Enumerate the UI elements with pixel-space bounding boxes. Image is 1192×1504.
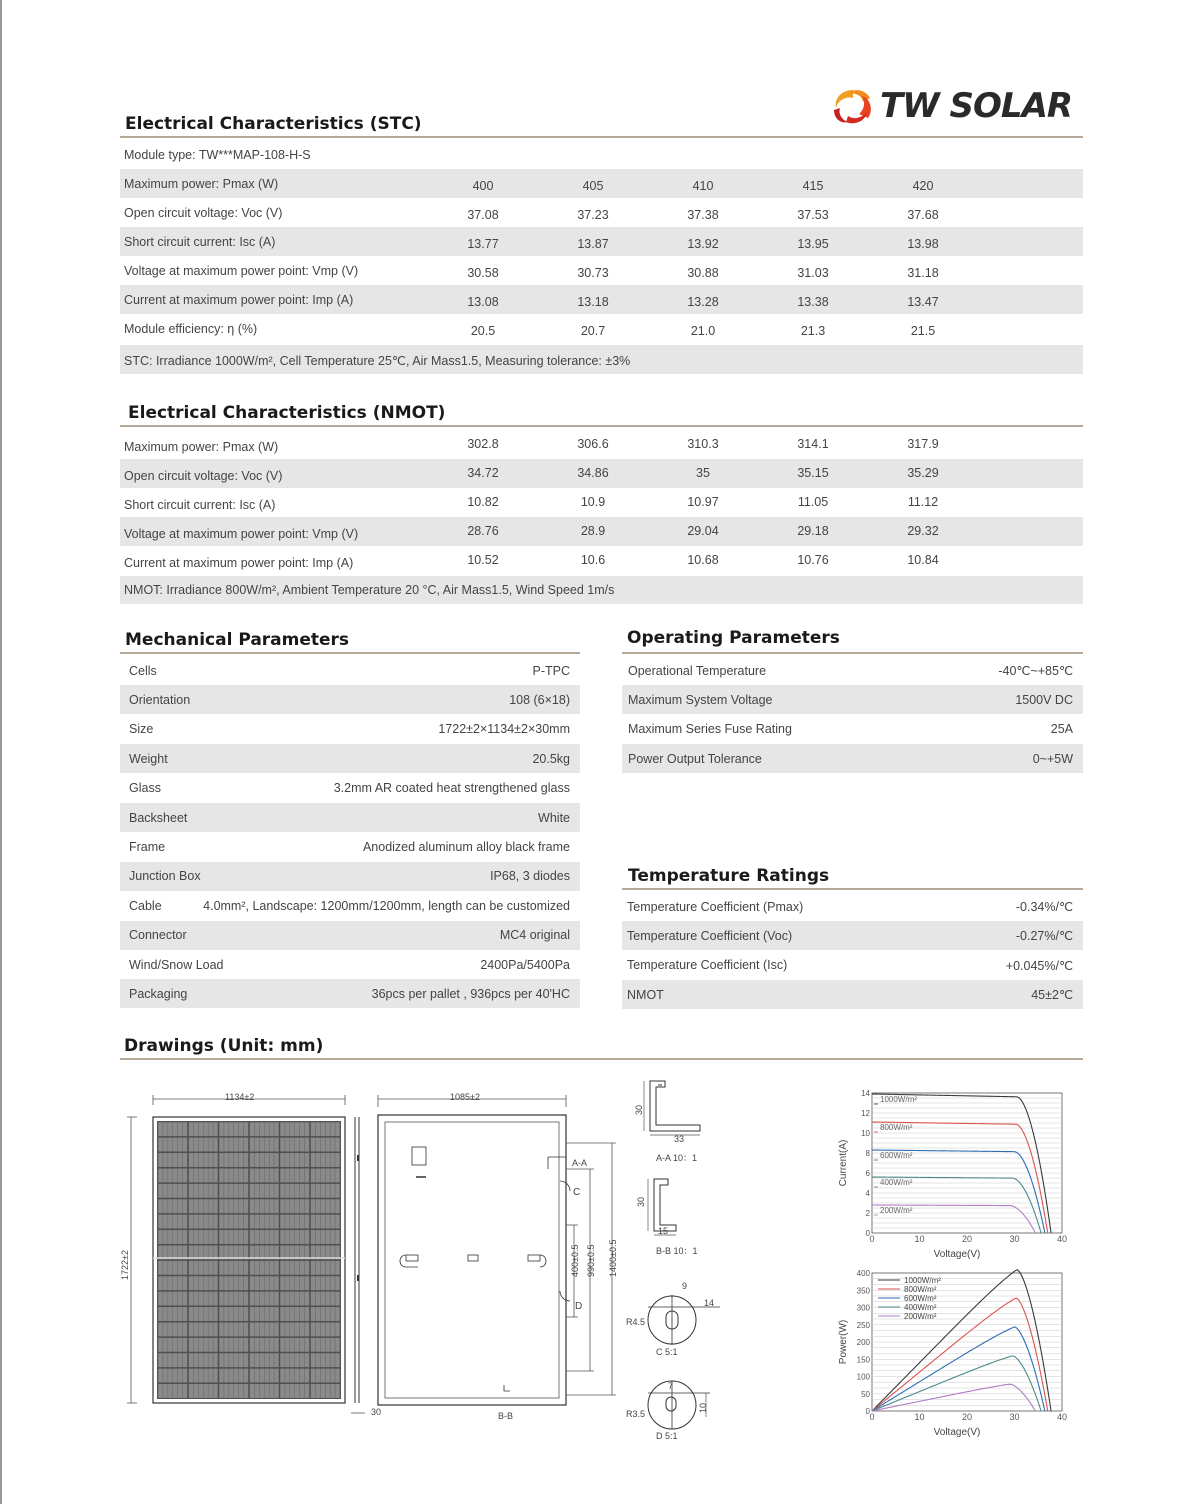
y-tick-label: 300 xyxy=(856,1303,870,1313)
mechanical-value: 4.0mm², Landscape: 1200mm/1200mm, length can be customized xyxy=(203,898,570,913)
back-width-label: 1085±2 xyxy=(450,1092,480,1102)
nmot-row xyxy=(120,459,1083,488)
brand-logo xyxy=(832,86,1072,126)
operating-label: Operational Temperature xyxy=(628,663,767,678)
nmot-cell: 10.52 xyxy=(467,553,499,567)
temperature-rule xyxy=(622,888,1083,890)
y-tick-label: 6 xyxy=(865,1169,870,1178)
nmot-row-label: Voltage at maximum power point: Vmp (V) xyxy=(124,527,359,541)
stc-row-label: Module efficiency: η (%) xyxy=(124,322,258,336)
stc-cell: 37.23 xyxy=(577,208,609,222)
mechanical-row xyxy=(120,950,580,979)
x-axis-label: Voltage(V) xyxy=(933,1249,981,1260)
temperature-label: Temperature Coefficient (Isc) xyxy=(627,958,788,973)
stc-cell: 13.18 xyxy=(577,295,609,309)
stc-cell: 400 xyxy=(472,179,494,193)
mechanical-row xyxy=(120,979,580,1008)
stc-cell: 21.5 xyxy=(910,324,936,338)
mechanical-title: Mechanical Parameters xyxy=(125,630,350,650)
mechanical-value: 108 (6×18) xyxy=(509,692,570,707)
mechanical-label: Connector xyxy=(129,928,187,943)
mechanical-row xyxy=(120,891,580,920)
operating-rule xyxy=(622,652,1083,654)
nmot-cell: 34.72 xyxy=(467,466,499,480)
nmot-row-label: Open circuit voltage: Voc (V) xyxy=(124,469,283,483)
x-tick-label: 20 xyxy=(961,1234,973,1244)
stc-cell: 405 xyxy=(582,179,604,193)
mechanical-label: Cells xyxy=(129,663,157,678)
front-thickness-label: 30 xyxy=(371,1407,382,1417)
nmot-cell: 11.12 xyxy=(907,495,939,509)
nmot-row xyxy=(120,488,1083,517)
mechanical-value: 36pcs per pallet , 936pcs per 40'HC xyxy=(371,986,570,1001)
mechanical-value: P-TPC xyxy=(532,663,570,678)
legend-entry: 800W/m² xyxy=(904,1285,937,1294)
mechanical-label: Size xyxy=(129,722,154,737)
c-dim-14: 14 xyxy=(704,1298,715,1308)
stc-row-label: Short circuit current: Isc (A) xyxy=(124,235,276,249)
nmot-title: Electrical Characteristics (NMOT) xyxy=(128,403,446,423)
nmot-cell: 10.82 xyxy=(467,495,499,509)
temperature-row xyxy=(622,921,1083,950)
x-axis-label: Voltage(V) xyxy=(933,1427,981,1438)
mechanical-row xyxy=(120,862,580,891)
mechanical-value: 3.2mm AR coated heat strengthened glass xyxy=(333,781,570,796)
section-aa-marker: A-A xyxy=(572,1158,588,1168)
temperature-label: NMOT xyxy=(627,987,664,1002)
bb-height: 30 xyxy=(636,1196,646,1207)
mechanical-value: 2400Pa/5400Pa xyxy=(480,957,570,972)
stc-row xyxy=(120,285,1083,314)
stc-cell: 13.92 xyxy=(687,237,719,251)
nmot-cell: 29.18 xyxy=(797,524,829,538)
stc-row xyxy=(120,198,1083,227)
aa-width: 33 xyxy=(674,1134,685,1144)
stc-note: STC: Irradiance 1000W/m², Cell Temperature 25℃, Air Mass1.5, Measuring tolerance: ±3% xyxy=(124,354,631,368)
x-tick-label: 0 xyxy=(869,1234,875,1244)
stc-cell: 13.77 xyxy=(467,237,499,251)
x-tick-label: 40 xyxy=(1056,1234,1068,1244)
y-tick-label: 8 xyxy=(865,1149,870,1158)
y-tick-label: 0 xyxy=(865,1229,870,1238)
mechanical-value: 1722±2×1134±2×30mm xyxy=(438,722,570,737)
back-view-drawing xyxy=(370,1085,620,1425)
mechanical-label: Junction Box xyxy=(129,869,201,884)
y-tick-label: 200 xyxy=(856,1338,870,1347)
x-tick-label: 10 xyxy=(914,1234,925,1244)
y-tick-label: 400 xyxy=(856,1269,870,1278)
nmot-cell: 314.1 xyxy=(797,437,829,451)
nmot-note-row xyxy=(120,576,1083,604)
d-dim-7: 7 xyxy=(668,1381,674,1391)
nmot-cell: 10.84 xyxy=(907,553,939,567)
bb-label: B-B 10：1 xyxy=(656,1246,698,1256)
front-height-label: 1722±2 xyxy=(120,1250,130,1280)
mechanical-label: Backsheet xyxy=(129,810,188,825)
nmot-cell: 306.6 xyxy=(577,437,609,451)
dim-1400: 1400±0.5 xyxy=(608,1239,618,1277)
x-tick-label: 20 xyxy=(961,1412,973,1422)
operating-label: Maximum Series Fuse Rating xyxy=(628,722,792,737)
legend-entry: 200W/m² xyxy=(904,1312,937,1321)
sun-swirl-icon xyxy=(832,88,874,124)
y-tick-label: 14 xyxy=(861,1089,870,1098)
aa-label: A-A 10：1 xyxy=(656,1153,698,1163)
stc-cell: 21.3 xyxy=(800,324,826,338)
x-tick-label: 0 xyxy=(869,1412,875,1422)
stc-title: Electrical Characteristics (STC) xyxy=(125,114,422,134)
stc-row xyxy=(120,227,1083,256)
nmot-cell: 28.9 xyxy=(580,524,606,538)
c-dim-9: 9 xyxy=(682,1281,688,1291)
nmot-note: NMOT: Irradiance 800W/m², Ambient Temperature 20 °C, Air Mass1.5, Wind Speed 1m/s xyxy=(124,583,615,597)
temperature-label: Temperature Coefficient (Voc) xyxy=(627,928,793,943)
series-label: 800W/m² xyxy=(880,1123,913,1132)
mechanical-label: Orientation xyxy=(129,692,191,707)
stc-note-row xyxy=(120,345,1083,374)
mechanical-row xyxy=(120,656,580,685)
nmot-cell: 28.76 xyxy=(467,524,499,538)
d-dim-10: 10 xyxy=(698,1402,708,1413)
temperature-label: Temperature Coefficient (Pmax) xyxy=(627,899,804,914)
series-label: 400W/m² xyxy=(880,1178,913,1187)
mechanical-value: Anodized aluminum alloy black frame xyxy=(362,839,570,854)
nmot-row xyxy=(120,430,1083,459)
c-radius: R4.5 xyxy=(626,1317,646,1327)
x-tick-label: 30 xyxy=(1009,1412,1020,1422)
drawings-title: Drawings (Unit: mm) xyxy=(124,1036,324,1056)
mechanical-label: Glass xyxy=(129,781,161,796)
operating-label: Maximum System Voltage xyxy=(628,692,773,707)
stc-cell: 20.7 xyxy=(580,324,606,338)
nmot-cell: 317.9 xyxy=(907,437,939,451)
stc-cell: 13.95 xyxy=(797,237,829,251)
legend-entry: 1000W/m² xyxy=(904,1276,941,1285)
mechanical-label: Cable xyxy=(129,898,162,913)
stc-cell: 13.98 xyxy=(907,237,939,251)
operating-row xyxy=(622,715,1083,744)
mechanical-value: IP68, 3 diodes xyxy=(490,869,570,884)
stc-cell: 13.28 xyxy=(687,295,719,309)
operating-value: 0~+5W xyxy=(1032,751,1073,766)
nmot-cell: 302.8 xyxy=(467,437,499,451)
mechanical-value: White xyxy=(538,810,570,825)
front-width-label: 1134±2 xyxy=(225,1092,255,1102)
nmot-cell: 34.86 xyxy=(577,466,609,480)
operating-label: Power Output Tolerance xyxy=(628,751,762,766)
nmot-cell: 11.05 xyxy=(797,495,829,509)
y-tick-label: 4 xyxy=(865,1189,870,1198)
nmot-cell: 29.32 xyxy=(907,524,939,538)
operating-row xyxy=(622,685,1083,714)
stc-cell: 30.88 xyxy=(687,266,719,280)
mechanical-value: MC4 original xyxy=(499,928,570,943)
nmot-cell: 35.29 xyxy=(907,466,939,480)
page-left-border xyxy=(0,0,2,1504)
section-bb-marker: B-B xyxy=(498,1411,514,1421)
series-label: 1000W/m² xyxy=(880,1095,917,1104)
nmot-cell: 35 xyxy=(696,466,710,480)
legend-entry: 600W/m² xyxy=(904,1294,937,1303)
temperature-row xyxy=(622,980,1083,1009)
stc-cell: 13.08 xyxy=(467,295,499,309)
temperature-row xyxy=(622,951,1083,980)
frame-section-drawings xyxy=(620,1075,730,1455)
operating-value: 1500V DC xyxy=(1015,692,1073,707)
stc-cell: 31.18 xyxy=(907,266,939,280)
stc-cell: 415 xyxy=(802,179,824,193)
stc-row xyxy=(120,256,1083,285)
y-tick-label: 2 xyxy=(865,1209,870,1218)
mechanical-row xyxy=(120,744,580,773)
mechanical-row xyxy=(120,803,580,832)
y-tick-label: 150 xyxy=(856,1355,870,1365)
d-label: D 5:1 xyxy=(656,1431,678,1441)
stc-cell: 13.87 xyxy=(577,237,609,251)
stc-cell: 37.08 xyxy=(467,208,499,222)
y-axis-label: Power(W) xyxy=(838,1319,849,1365)
operating-row xyxy=(622,744,1083,773)
stc-row-label: Voltage at maximum power point: Vmp (V) xyxy=(124,264,359,278)
nmot-row-label: Current at maximum power point: Imp (A) xyxy=(124,556,354,570)
nmot-row xyxy=(120,546,1083,575)
stc-cell: 30.58 xyxy=(467,266,499,280)
y-axis-label: Current(A) xyxy=(838,1139,849,1187)
nmot-cell: 35.15 xyxy=(797,466,829,480)
nmot-row-label: Maximum power: Pmax (W) xyxy=(124,440,279,454)
mechanical-row xyxy=(120,715,580,744)
aa-height: 30 xyxy=(634,1104,644,1115)
stc-cell: 37.53 xyxy=(797,208,829,222)
pv-curve-chart xyxy=(830,1265,1080,1450)
series-label: 200W/m² xyxy=(880,1206,913,1215)
y-tick-label: 250 xyxy=(856,1320,870,1330)
stc-cell: 13.47 xyxy=(907,295,939,309)
operating-value: 25A xyxy=(1050,722,1073,737)
stc-row xyxy=(120,314,1083,343)
mechanical-row xyxy=(120,921,580,950)
nmot-row xyxy=(120,517,1083,546)
front-view-drawing xyxy=(115,1085,382,1425)
mechanical-row xyxy=(120,685,580,714)
nmot-cell: 29.04 xyxy=(687,524,719,538)
operating-value: -40℃~+85℃ xyxy=(998,664,1073,678)
stc-module-type: Module type: TW***MAP-108-H-S xyxy=(124,148,311,162)
temperature-value: +0.045%/℃ xyxy=(1005,958,1073,973)
temperature-value: -0.34%/℃ xyxy=(1015,900,1073,914)
temperature-value: 45±2℃ xyxy=(1031,988,1073,1003)
x-tick-label: 40 xyxy=(1056,1412,1068,1422)
stc-row-label: Maximum power: Pmax (W) xyxy=(124,177,279,191)
y-tick-label: 50 xyxy=(861,1389,870,1399)
stc-cell: 30.73 xyxy=(577,266,609,280)
stc-rule xyxy=(120,136,1083,138)
y-tick-label: 10 xyxy=(861,1129,870,1138)
series-label: 600W/m² xyxy=(880,1151,913,1160)
x-tick-label: 10 xyxy=(914,1412,925,1422)
stc-cell: 20.5 xyxy=(470,324,496,338)
bb-width: 15 xyxy=(658,1226,669,1236)
stc-module-type-row xyxy=(120,140,1083,169)
mechanical-label: Frame xyxy=(129,839,166,854)
mechanical-row xyxy=(120,774,580,803)
mechanical-label: Wind/Snow Load xyxy=(129,957,224,972)
nmot-row-label: Short circuit current: Isc (A) xyxy=(124,498,276,512)
y-tick-label: 350 xyxy=(856,1286,870,1296)
dim-400: 400±0.5 xyxy=(570,1244,580,1277)
stc-cell: 410 xyxy=(692,179,714,193)
nmot-cell: 10.9 xyxy=(580,495,606,509)
legend-entry: 400W/m² xyxy=(904,1303,937,1312)
nmot-cell: 10.76 xyxy=(797,553,829,567)
mechanical-label: Packaging xyxy=(129,986,188,1001)
stc-row xyxy=(120,169,1083,198)
iv-curve-chart xyxy=(830,1085,1080,1265)
detail-c-marker: C xyxy=(573,1187,581,1198)
stc-cell: 31.03 xyxy=(797,266,829,280)
y-tick-label: 0 xyxy=(865,1407,870,1416)
mechanical-label: Weight xyxy=(129,751,168,766)
operating-title: Operating Parameters xyxy=(627,628,840,648)
y-tick-label: 12 xyxy=(861,1109,870,1118)
detail-d-marker: D xyxy=(575,1301,583,1312)
stc-cell: 37.38 xyxy=(687,208,719,222)
nmot-cell: 10.97 xyxy=(687,495,719,509)
temperature-row xyxy=(622,892,1083,921)
d-radius: R3.5 xyxy=(626,1409,646,1419)
x-tick-label: 30 xyxy=(1009,1234,1020,1244)
nmot-cell: 310.3 xyxy=(687,437,719,451)
brand-name: TW SOLAR xyxy=(880,86,1073,126)
mechanical-rule xyxy=(120,652,580,654)
nmot-cell: 10.6 xyxy=(580,553,606,567)
stc-cell: 37.68 xyxy=(907,208,939,222)
nmot-rule xyxy=(120,425,1083,427)
stc-cell: 21.0 xyxy=(690,324,716,338)
temperature-value: -0.27%/℃ xyxy=(1015,929,1073,944)
temperature-title: Temperature Ratings xyxy=(628,866,830,886)
mechanical-row xyxy=(120,832,580,861)
stc-row-label: Open circuit voltage: Voc (V) xyxy=(124,206,283,220)
stc-row-label: Current at maximum power point: Imp (A) xyxy=(124,293,354,307)
nmot-cell: 10.68 xyxy=(687,553,719,567)
dim-990: 990±0.5 xyxy=(586,1244,596,1277)
y-tick-label: 100 xyxy=(856,1372,870,1382)
stc-cell: 13.38 xyxy=(797,295,829,309)
stc-cell: 420 xyxy=(912,179,934,193)
operating-row xyxy=(622,656,1083,685)
c-label: C 5:1 xyxy=(656,1347,678,1357)
mechanical-value: 20.5kg xyxy=(532,751,570,766)
drawings-rule xyxy=(120,1058,1083,1060)
